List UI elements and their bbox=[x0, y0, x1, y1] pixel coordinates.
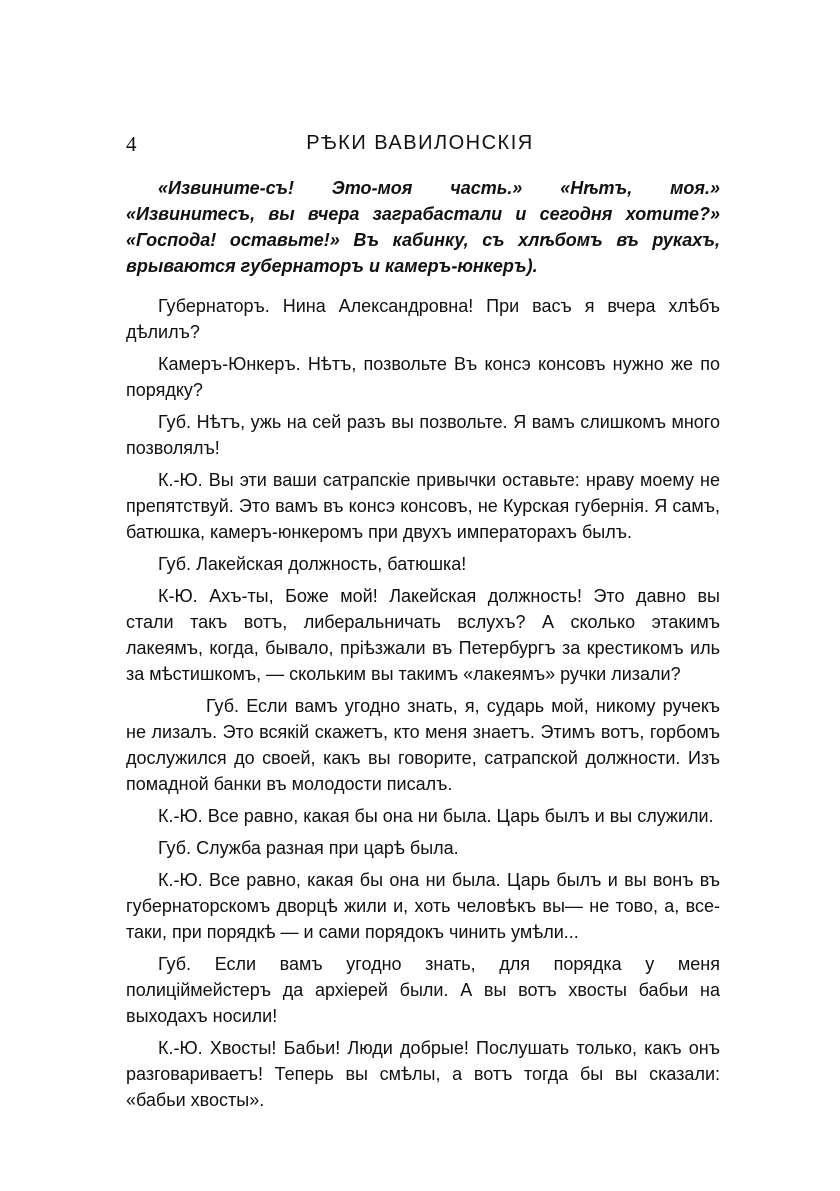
dialogue-paragraph bbox=[126, 867, 720, 945]
dialogue-paragraph bbox=[126, 583, 720, 687]
dialogue-paragraph bbox=[126, 835, 720, 861]
dialogue-paragraph bbox=[126, 551, 720, 577]
body-text bbox=[126, 175, 720, 1119]
stage-direction bbox=[126, 175, 720, 279]
dialogue-paragraph bbox=[126, 351, 720, 403]
speaker-name: Губернаторъ. bbox=[158, 296, 270, 316]
speech-text: Все равно, какая бы она ни была. Царь былъ и вы служили. bbox=[207, 806, 714, 826]
running-title: РѢКИ ВАВИЛОНСКІЯ bbox=[306, 132, 534, 154]
speaker-name: Губ. bbox=[158, 554, 192, 574]
speech-text: Все равно, какая бы она ни была. Царь былъ и вы вонъ въ губернаторскомъ дворцѣ жили и, хоть человѣкъ вы— не тово, а, все-таки, при порядкѣ — и сами порядокъ чинить умѣли... bbox=[126, 870, 720, 942]
page-number: 4 bbox=[126, 132, 137, 156]
speaker-name: Губ. bbox=[158, 412, 192, 432]
speech-text: Ахъ-ты, Боже мой! Лакейская должность! Это давно вы стали такъ вотъ, либеральничать вслухъ? А сколько этакимъ лакеямъ, когда, бывало, пріѣзжали въ Петербургъ за крестикомъ иль за мѣстишкомъ, — скольким вы такимъ «лакеямъ» ручки лизали? bbox=[126, 586, 720, 684]
dialogue-paragraph bbox=[126, 293, 720, 345]
speaker-name: К.-Ю. bbox=[158, 870, 203, 890]
speech-text: Нѣтъ, позвольте Въ консэ консовъ нужно же по порядку? bbox=[126, 354, 720, 400]
speech-text: Служба разная при царѣ была. bbox=[196, 838, 459, 858]
speaker-name: К.-Ю. bbox=[158, 470, 203, 490]
speech-text: Если вамъ угодно знать, я, сударь мой, никому ручекъ не лизалъ. Это всякій скажетъ, кто меня знаетъ. Этимъ вотъ, горбомъ дослужился до своей, какъ вы говорите, сатрапской должности. Изъ помадной банки въ молодости писалъ. bbox=[126, 696, 720, 794]
speaker-name: К-Ю. bbox=[158, 586, 198, 606]
dialogue-paragraph bbox=[126, 1035, 720, 1113]
stage-direction-text: «Извините-съ! Это-моя часть.» «Нѣтъ, моя.» «Извинитесъ, вы вчера заграбастали и сегодня хотите?» «Господа! оставьте!» Въ кабинку, съ хлѣбомъ въ рукахъ, врываются губернаторъ и камеръ-юнкеръ). bbox=[126, 178, 720, 276]
speech-text: Хвосты! Бабьи! Люди добрые! Послушать только, какъ онъ разговариваетъ! Теперь вы смѣлы, а вотъ тогда бы вы сказали: «бабьи хвосты». bbox=[126, 1038, 720, 1110]
dialogue-paragraph bbox=[126, 467, 720, 545]
dialogue-paragraph bbox=[126, 803, 720, 829]
dialogue-paragraph bbox=[126, 693, 720, 797]
dialogue-paragraph bbox=[126, 951, 720, 1029]
speaker-name: Губ. bbox=[206, 696, 240, 716]
speaker-name: Губ. bbox=[158, 838, 192, 858]
speaker-name: К.-Ю. bbox=[158, 806, 203, 826]
speech-text: Вы эти ваши сатрапскіе привычки оставьте: нраву моему не препятствуй. Это вамъ въ консэ консовъ, не Курская губернія. Я самъ, батюшка, камеръ-юнкеромъ при двухъ императорахъ былъ. bbox=[126, 470, 720, 542]
speaker-name: Губ. bbox=[158, 954, 192, 974]
speech-text: Лакейская должность, батюшка! bbox=[196, 554, 467, 574]
speech-text: Нина Александровна! При васъ я вчера хлѣбъ дѣлилъ? bbox=[126, 296, 720, 342]
speech-text: Если вамъ угодно знать, для порядка у меня полиціймейстеръ да архіерей были. А вы вотъ хвосты бабьи на выходахъ носили! bbox=[126, 954, 720, 1026]
dialogue-paragraph bbox=[126, 409, 720, 461]
speaker-name: Камеръ-Юнкеръ. bbox=[158, 354, 301, 374]
speech-text: Нѣтъ, ужь на сей разъ вы позвольте. Я вамъ слишкомъ много позволялъ! bbox=[126, 412, 720, 458]
speaker-name: К.-Ю. bbox=[158, 1038, 203, 1058]
